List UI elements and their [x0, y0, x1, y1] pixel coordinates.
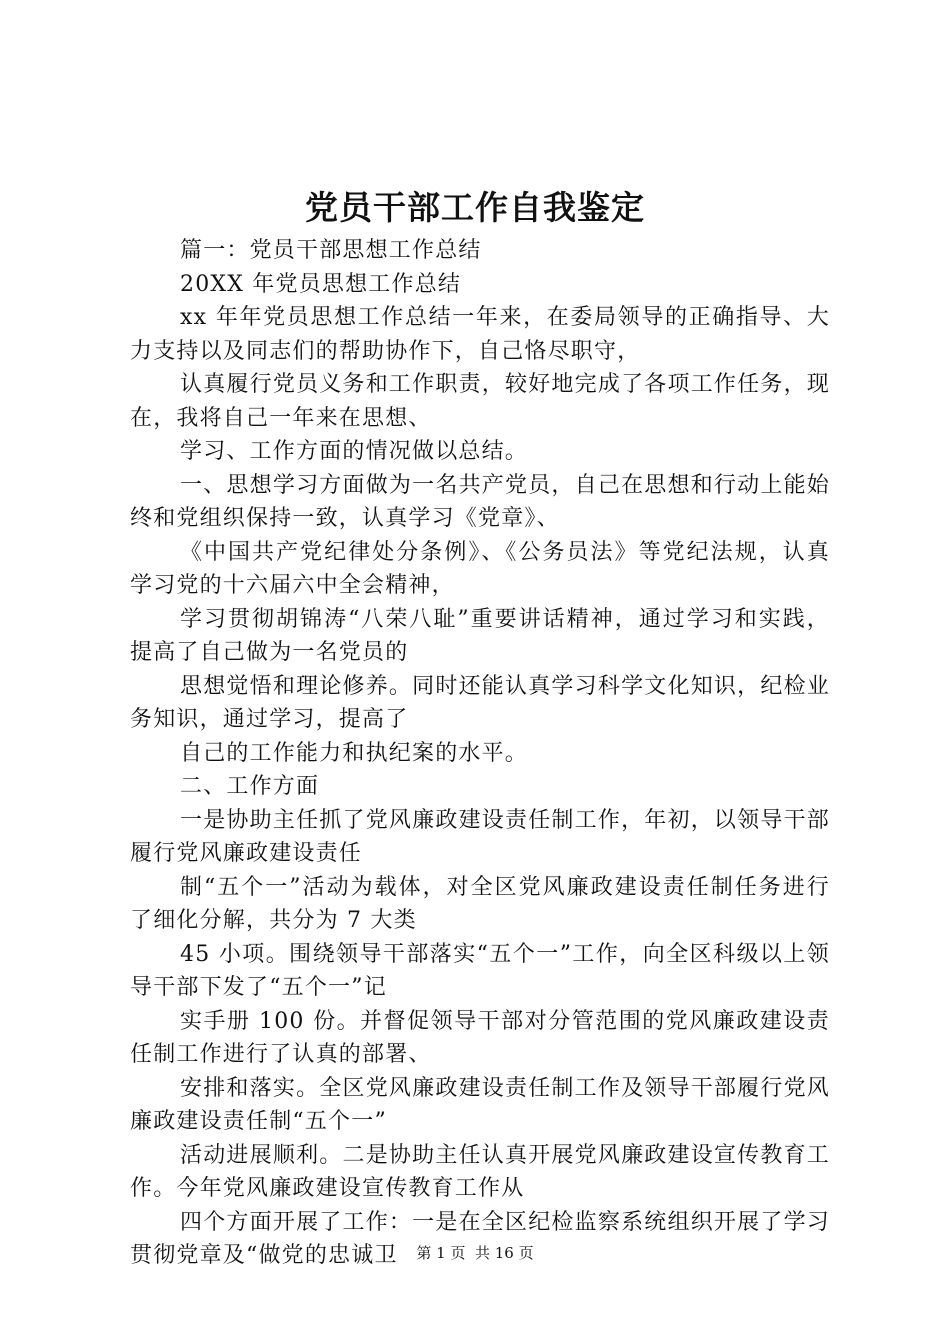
footer-separator [465, 1244, 475, 1262]
section-heading: 二、工作方面 [180, 774, 320, 799]
paragraph: 安排和落实。全区党风廉政建设责任制工作及领导干部履行党风廉政建设责任制“五个一” [130, 1075, 830, 1134]
paragraph: 学习、工作方面的情况做以总结。 [180, 439, 529, 464]
paragraph: 20XX 年党员思想工作总结 [180, 271, 462, 297]
paragraph: 制“五个一”活动为载体，对全区党风廉政建设责任制任务进行了细化分解，共分为 7 大类 [130, 874, 830, 933]
paragraph: 学习贯彻胡锦涛“八荣八耻”重要讲话精神，通过学习和实践，提高了自己做为一名党员的 [130, 606, 830, 665]
paragraph: 45 小项。围绕领导干部落实“五个一”工作，向全区科级以上领导干部下发了“五个一”记 [130, 941, 830, 1000]
paragraph: 认真履行党员义务和工作职责，较好地完成了各项工作任务，现在，我将自己一年来在思想、 [130, 372, 830, 431]
paragraph: 篇一：党员干部思想工作总结 [180, 238, 482, 263]
paragraph: xx 年年党员思想工作总结一年来，在委局领导的正确指导、大力支持以及同志们的帮助协作下，自己恪尽职守， [130, 305, 830, 364]
paragraph: 思想觉悟和理论修养。同时还能认真学习科学文化知识，纪检业务知识，通过学习，提高了 [130, 673, 830, 732]
document-body [130, 234, 830, 1273]
page-total: 共 16 页 [475, 1244, 534, 1262]
paragraph: 一、思想学习方面做为一名共产党员，自己在思想和行动上能始终和党组织保持一致，认真学习《党章》、 [130, 472, 830, 531]
paragraph: 《中国共产党纪律处分条例》、《公务员法》等党纪法规，认真学习党的十六届六中全会精神， [130, 539, 830, 598]
paragraph: 实手册 100 份。并督促领导干部对分管范围的党风廉政建设责任制工作进行了认真的部署、 [130, 1008, 830, 1067]
document-title: 党员干部工作自我鉴定 [305, 188, 645, 227]
paragraph: 活动进展顺利。二是协助主任认真开展党风廉政建设宣传教育工作。今年党风廉政建设宣传教育工作从 [130, 1142, 830, 1201]
page-number: 第 1 页 [416, 1244, 466, 1262]
paragraph: 自己的工作能力和执纪案的水平。 [180, 740, 529, 766]
page-footer [0, 1242, 950, 1264]
paragraph: 一是协助主任抓了党风廉政建设责任制工作，年初，以领导干部履行党风廉政建设责任 [130, 807, 830, 866]
paragraph: 四个方面开展了工作：一是在全区纪检监察系统组织开展了学习贯彻党章及“做党的忠诚卫 [130, 1209, 830, 1268]
